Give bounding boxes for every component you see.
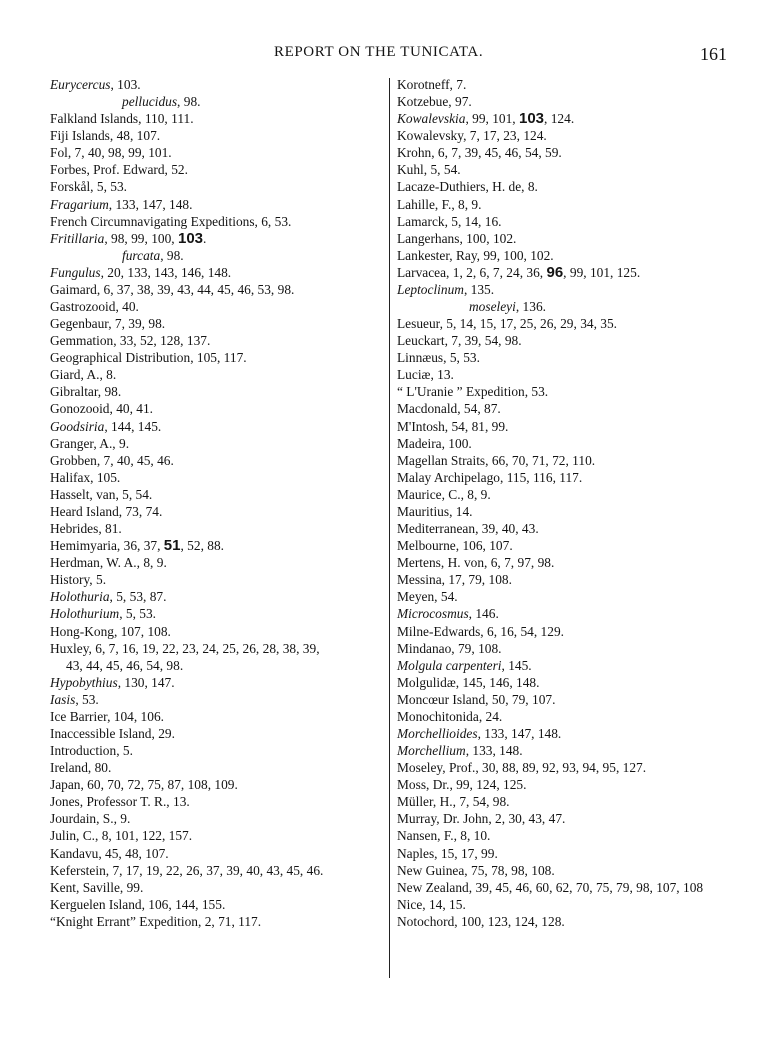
index-entry [397,196,729,213]
index-entry [50,759,388,776]
index-term: Lacaze-Duthiers, H. de, 8. [397,179,538,195]
index-term: Langerhans, 100, 102. [397,230,517,246]
index-term: Geographical Distribution, 105, 117. [50,350,247,366]
index-entry [397,298,729,315]
index-term: Linnæus, 5, 53. [397,350,480,366]
running-title: REPORT ON THE TUNICATA. [274,44,484,60]
index-entry [397,862,729,879]
index-term: Kerguelen Island, 106, 144, 155. [50,896,226,912]
index-term: Gastrozooid, 40. [50,299,139,315]
index-pages: , 99, 101, 125. [563,264,641,280]
index-entry [50,537,388,554]
index-entry [397,366,729,383]
index-entry [50,383,388,400]
index-term: Macdonald, 54, 87. [397,401,501,417]
index-page-bold: 96 [546,263,564,281]
index-entry [50,588,388,605]
index-entry [50,810,388,827]
index-term: Kandavu, 45, 48, 107. [50,845,169,861]
index-pages: , 53. [75,691,99,707]
index-entry [50,742,388,759]
index-entry [50,144,388,161]
index-term: Japan, 60, 70, 72, 75, 87, 108, 109. [50,777,238,793]
index-term: Kotzebue, 97. [397,94,472,110]
index-term: Hong-Kong, 107, 108. [50,623,171,639]
index-entry [50,332,388,349]
index-entry [397,520,729,537]
index-pages: , 99, 101, [465,111,519,127]
index-term: Lahille, F., 8, 9. [397,196,482,212]
index-entry [397,178,729,195]
index-entry [50,281,388,298]
index-term: New Zealand, 39, 45, 46, 60, 62, 70, 75, 79, 98, 107, 108 [397,879,704,895]
index-term: Maurice, C., 8, 9. [397,486,491,502]
page-header [0,44,776,68]
index-term: Kowalevskia [397,111,466,127]
index-term: Krohn, 6, 7, 39, 45, 46, 54, 59. [397,145,562,161]
index-entry [50,110,388,127]
index-term: Lesueur, 5, 14, 15, 17, 25, 26, 29, 34, 35. [397,316,618,332]
index-term: Fritillaria [50,230,105,246]
index-term: Inaccessible Island, 29. [50,725,175,741]
index-entry [397,708,729,725]
index-page-bold: 51 [163,537,181,555]
index-entry [397,230,729,247]
index-term: Nansen, F., 8, 10. [397,828,491,844]
index-term: Giard, A., 8. [50,367,117,383]
index-pages: , 146. [468,606,499,622]
index-pages: , 133, 147, 148. [108,196,193,212]
index-pages: , 20, 133, 143, 146, 148. [100,264,232,280]
index-term: Herdman, W. A., 8, 9. [50,555,167,571]
index-term: 43, 44, 45, 46, 54, 98. [66,657,184,673]
index-term: Kuhl, 5, 54. [397,162,461,178]
index-term: Korotneff, 7. [397,77,467,92]
index-pages: , 133, 148. [465,743,523,759]
index-term: Moseley, Prof., 30, 88, 89, 92, 93, 94, 95, 127. [397,760,647,776]
index-entry [397,315,729,332]
index-term: Jones, Professor T. R., 13. [50,794,190,810]
index-entry [397,879,729,896]
index-term: Gegenbaur, 7, 39, 98. [50,316,166,332]
index-pages: , 5, 53, 87. [109,589,167,605]
index-term: Introduction, 5. [50,743,133,759]
index-term: Mertens, H. von, 6, 7, 97, 98. [397,555,555,571]
index-entry [50,469,388,486]
index-term: Granger, A., 9. [50,435,130,451]
index-term: Ireland, 80. [50,760,112,776]
index-term: Fiji Islands, 48, 107. [50,128,161,144]
index-term: Microcosmus [397,606,469,622]
index-term: Holothurium [50,606,120,622]
index-entry [50,605,388,622]
index-term: Fol, 7, 40, 98, 99, 101. [50,145,172,161]
index-term: Milne-Edwards, 6, 16, 54, 129. [397,623,564,639]
index-term: Notochord, 100, 123, 124, 128. [397,913,565,929]
index-entry [50,315,388,332]
index-pages: , 135. [463,281,495,297]
index-term: Holothuria [50,589,110,605]
index-entry [50,366,388,383]
index-term: Lankester, Ray, 99, 100, 102. [397,247,554,263]
index-entry [50,793,388,810]
index-term: Hemimyaria, 36, 37, [50,538,164,554]
index-entry [50,178,388,195]
index-term: French Circumnavigating Expeditions, 6, 53. [50,213,292,229]
index-pages: , 124. [544,111,575,127]
index-pages: , 98. [160,247,184,263]
index-column-right [397,76,729,930]
index-term: Iasis [50,691,76,707]
index-pages: . [203,230,207,246]
index-entry [397,640,729,657]
index-entry [50,640,388,657]
index-entry [397,810,729,827]
index-term: Morchellioides [397,725,478,741]
index-entry [50,264,388,281]
index-term: Monochitonida, 24. [397,708,503,724]
index-term: Nice, 14, 15. [397,896,466,912]
index-entry [50,452,388,469]
index-term: Goodsiria [50,418,105,434]
index-entry [50,725,388,742]
index-pages: , 145. [501,657,532,673]
index-entry [397,674,729,691]
index-entry [50,520,388,537]
index-entry [397,93,729,110]
index-term: Julin, C., 8, 101, 122, 157. [50,828,193,844]
index-term: “Knight Errant” Expedition, 2, 71, 117. [50,913,262,929]
index-entry [50,503,388,520]
index-term: Müller, H., 7, 54, 98. [397,794,510,810]
index-term: Meyen, 54. [397,589,458,605]
index-entry [50,623,388,640]
index-term: Naples, 15, 17, 99. [397,845,498,861]
index-entry [50,827,388,844]
index-term: Mindanao, 79, 108. [397,640,502,656]
index-term: Huxley, 6, 7, 16, 19, 22, 23, 24, 25, 26, 28, 38, 39, [50,640,320,656]
index-page-bold: 103 [519,110,545,128]
index-term: Larvacea, 1, 2, 6, 7, 24, 36, [397,264,547,280]
index-entry [397,793,729,810]
index-term: Murray, Dr. John, 2, 30, 43, 47. [397,811,566,827]
index-term: Kent, Saville, 99. [50,879,144,895]
index-term: Heard Island, 73, 74. [50,503,163,519]
index-term: Falkland Islands, 110, 111. [50,111,194,127]
index-entry [50,230,388,247]
index-entry [50,776,388,793]
index-entry [397,264,729,281]
index-entry [397,657,729,674]
index-term: Mauritius, 14. [397,503,473,519]
index-term: Lamarck, 5, 14, 16. [397,213,502,229]
index-entry [50,879,388,896]
index-term: M'Intosh, 54, 81, 99. [397,418,509,434]
index-entry [397,144,729,161]
index-entry [397,571,729,588]
index-entry [397,332,729,349]
index-term: Ice Barrier, 104, 106. [50,708,164,724]
index-entry [50,845,388,862]
index-term: Forskål, 5, 53. [50,179,127,195]
index-term: Hasselt, van, 5, 54. [50,486,153,502]
index-entry [397,486,729,503]
index-entry [50,196,388,213]
index-term: Fragarium [50,196,109,212]
index-term: Halifax, 105. [50,469,121,485]
index-term: Grobben, 7, 40, 45, 46. [50,452,174,468]
index-term: Magellan Straits, 66, 70, 71, 72, 110. [397,452,596,468]
index-term: Fungulus [50,264,101,280]
index-entry [50,161,388,178]
index-entry [397,247,729,264]
index-page-bold: 103 [177,229,204,247]
index-entry [397,110,729,127]
index-entry [397,913,729,930]
index-term: Malay Archipelago, 115, 116, 117. [397,469,583,485]
index-entry [397,554,729,571]
index-term: Gibraltar, 98. [50,384,122,400]
index-term: Leptoclinum [397,281,464,297]
index-pages: , 133, 147, 148. [477,725,562,741]
index-entry [50,862,388,879]
index-entry [397,435,729,452]
index-column-left [50,76,388,930]
index-entry [397,161,729,178]
index-term: pellucidus [122,94,178,110]
index-term: Hebrides, 81. [50,521,122,537]
index-entry [397,503,729,520]
index-term: Madeira, 100. [397,435,472,451]
index-pages: , 136. [515,299,546,315]
index-entry [397,383,729,400]
index-entry [397,623,729,640]
index-entry [397,725,729,742]
index-entry [50,657,388,674]
index-entry [397,281,729,298]
index-entry [50,435,388,452]
column-divider [389,78,390,978]
page-number: 161 [700,44,727,64]
index-entry [397,469,729,486]
index-term: Gonozooid, 40, 41. [50,401,154,417]
index-term: Messina, 17, 79, 108. [397,572,512,588]
index-term: Mediterranean, 39, 40, 43. [397,521,539,537]
index-entry [397,896,729,913]
index-term: Forbes, Prof. Edward, 52. [50,162,188,178]
index-term: Luciæ, 13. [397,367,454,383]
index-entry [397,76,729,93]
index-term: Kowalevsky, 7, 17, 23, 124. [397,128,547,144]
index-term: Morchellium [397,743,466,759]
index-term: Eurycercus [50,77,111,92]
index-entry [50,896,388,913]
index-pages: , 98. [177,94,201,110]
index-term: Jourdain, S., 9. [50,811,131,827]
index-entry [50,213,388,230]
index-entry [50,691,388,708]
index-entry [50,298,388,315]
index-entry [397,827,729,844]
index-entry [397,605,729,622]
index-entry [397,776,729,793]
index-entry [50,76,388,93]
index-term: Moss, Dr., 99, 124, 125. [397,777,527,793]
index-entry [397,537,729,554]
index-pages: , 130, 147. [117,674,175,690]
index-term: Molgulidæ, 145, 146, 148. [397,674,540,690]
index-term: Molgula carpenteri [397,657,502,673]
index-term: “ L'Uranie ” Expedition, 53. [397,384,549,400]
index-entry [50,708,388,725]
index-entry [50,127,388,144]
index-entry [50,349,388,366]
index-term: History, 5. [50,572,107,588]
index-term: Melbourne, 106, 107. [397,538,513,554]
index-pages: , 5, 53. [119,606,157,622]
index-entry [50,571,388,588]
index-entry [50,554,388,571]
index-entry [397,213,729,230]
index-entry [397,742,729,759]
index-term: furcata [122,247,161,263]
index-pages: , 98, 99, 100, [104,230,178,246]
index-term: moseleyi [469,299,516,315]
index-term: Gaimard, 6, 37, 38, 39, 43, 44, 45, 46, 53, 98. [50,281,295,297]
index-term: Hypobythius [50,674,118,690]
index-pages: , 144, 145. [104,418,162,434]
index-entry [397,691,729,708]
index-entry [397,418,729,435]
index-entry [50,674,388,691]
index-entry [397,400,729,417]
index-term: Gemmation, 33, 52, 128, 137. [50,333,211,349]
index-pages: , 103. [110,77,141,92]
index-entry [397,452,729,469]
index-term: New Guinea, 75, 78, 98, 108. [397,862,555,878]
index-entry [397,588,729,605]
index-entry [50,913,388,930]
index-term: Leuckart, 7, 39, 54, 98. [397,333,522,349]
index-entry [397,845,729,862]
index-entry [397,759,729,776]
index-entry [50,486,388,503]
index-entry [50,93,388,110]
index-entry [397,349,729,366]
index-entry [397,127,729,144]
index-pages: , 52, 88. [180,538,225,554]
index-term: Keferstein, 7, 17, 19, 22, 26, 37, 39, 40, 43, 45, 46. [50,862,324,878]
index-entry [50,418,388,435]
index-entry [50,247,388,264]
index-term: Moncœur Island, 50, 79, 107. [397,691,556,707]
index-entry [50,400,388,417]
